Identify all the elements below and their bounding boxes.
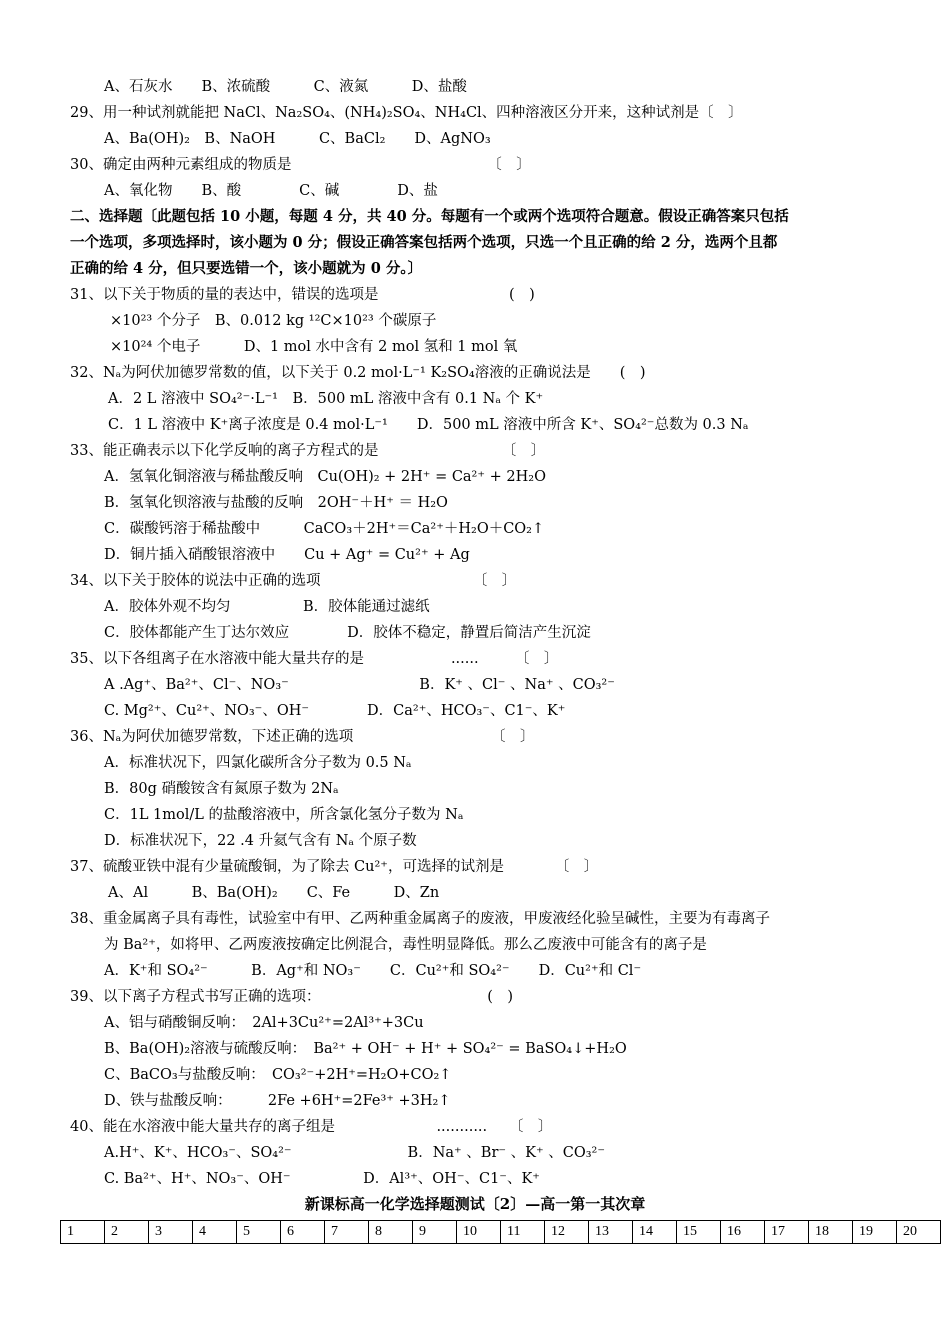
q30-stem: 30、确定由两种元素组成的物质是 〔 〕 (70, 157, 531, 173)
q38-stem-2: 为 Ba²⁺，如将甲、乙两废液按确定比例混合，毒性明显降低。那么乙废液中可能含有的离子是 (104, 937, 707, 953)
section2-instructions-3: 正确的给 4 分，但只要选错一个，该小题就为 0 分。〕 (70, 260, 423, 277)
q36-option-c: C．1L 1mol/L 的盐酸溶液中，所含氯化氢分子数为 Nₐ (104, 807, 464, 823)
answer-grid-row (61, 1221, 941, 1244)
q34-stem: 34、以下关于胶体的说法中正确的选项 〔 〕 (70, 573, 517, 589)
q31-options-cd: ×10²⁴ 个电子 D、1 mol 水中含有 2 mol 氢和 1 mol 氧 (110, 339, 518, 355)
answer-cell[interactable]: 8 (369, 1221, 413, 1244)
q32-options-ab: A．2 L 溶液中 SO₄²⁻·L⁻¹ B．500 mL 溶液中含有 0.1 Nₐ 个 K⁺ (108, 391, 544, 407)
q36-option-a: A．标准状况下，四氯化碳所含分子数为 0.5 Nₐ (104, 755, 412, 771)
section2-instructions-1: 二、选择题〔此题包括 10 小题，每题 4 分，共 40 分。每题有一个或两个选项符合题意。假设正确答案只包括 (70, 208, 789, 225)
q35-options-ab: A .Ag⁺、Ba²⁺、Cl⁻、NO₃⁻ B．K⁺ 、Cl⁻ 、Na⁺ 、CO₃²⁻ (104, 677, 615, 693)
q39-option-d: D、铁与盐酸反响： 2Fe +6H⁺=2Fe³⁺ +3H₂↑ (104, 1093, 451, 1109)
q35-stem: 35、以下各组离子在水溶液中能大量共存的是 ...... 〔 〕 (70, 651, 559, 667)
q38-options: A．K⁺和 SO₄²⁻ B．Ag⁺和 NO₃⁻ C．Cu²⁺和 SO₄²⁻ D．Cu²⁺和 Cl⁻ (104, 963, 642, 979)
answer-cell[interactable]: 2 (105, 1221, 149, 1244)
q36-option-d: D．标准状况下，22 .4 升氦气含有 Nₐ 个原子数 (104, 833, 417, 849)
q31-options-ab: ×10²³ 个分子 B、0.012 kg ¹²C×10²³ 个碳原子 (110, 313, 437, 329)
answer-cell[interactable]: 11 (501, 1221, 545, 1244)
q29-options: A、Ba(OH)₂ B、NaOH C、BaCl₂ D、AgNO₃ (104, 131, 491, 147)
q31-stem: 31、以下关于物质的量的表达中，错误的选项是 ( ) (70, 287, 535, 303)
q29-stem: 29、用一种试剂就能把 NaCl、Na₂SO₄、(NH₄)₂SO₄、NH₄Cl、四种溶液区分开来，这种试剂是〔 〕 (70, 105, 743, 121)
q38-stem-1: 38、重金属离子具有毒性，试验室中有甲、乙两种重金属离子的废液，甲废液经化验呈碱性，主要为有毒离子 (70, 911, 770, 927)
q35-options-cd: C. Mg²⁺、Cu²⁺、NO₃⁻、OH⁻ D．Ca²⁺、HCO₃⁻、C1⁻、K⁺ (104, 703, 566, 719)
test-title: 新课标高一化学选择题测试〔2〕—高一第一其次章 (304, 1195, 646, 1213)
answer-cell[interactable]: 13 (589, 1221, 633, 1244)
q36-stem: 36、Nₐ为阿伏加德罗常数，下述正确的选项 〔 〕 (70, 729, 535, 745)
q33-stem: 33、能正确表示以下化学反响的离子方程式的是 〔 〕 (70, 443, 546, 459)
answer-cell[interactable]: 7 (325, 1221, 369, 1244)
q39-option-c: C、BaCO₃与盐酸反响： CO₃²⁻+2H⁺=H₂O+CO₂↑ (104, 1067, 452, 1083)
q34-options-ab: A．胶体外观不均匀 B．胶体能通过滤纸 (104, 599, 430, 615)
answer-cell[interactable]: 4 (193, 1221, 237, 1244)
q34-options-cd: C．胶体都能产生丁达尔效应 D．胶体不稳定，静置后简洁产生沉淀 (104, 625, 591, 641)
answer-cell[interactable]: 14 (633, 1221, 677, 1244)
answer-cell[interactable]: 18 (809, 1221, 853, 1244)
answer-cell[interactable]: 6 (281, 1221, 325, 1244)
answer-cell[interactable]: 10 (457, 1221, 501, 1244)
q30-options: A、氧化物 B、酸 C、碱 D、盐 (104, 183, 438, 199)
q40-options-cd: C. Ba²⁺、H⁺、NO₃⁻、OH⁻ D．Al³⁺、OH⁻、C1⁻、K⁺ (104, 1171, 540, 1187)
q28-options: A、石灰水 B、浓硫酸 C、液氮 D、盐酸 (104, 79, 467, 95)
section2-instructions-2: 一个选项，多项选择时，该小题为 0 分；假设正确答案包括两个选项，只选一个且正确的给 2 分，选两个且都 (70, 234, 778, 251)
answer-cell[interactable]: 16 (721, 1221, 765, 1244)
q39-option-b: B、Ba(OH)₂溶液与硫酸反响： Ba²⁺ + OH⁻ + H⁺ + SO₄²⁻ = BaSO₄↓+H₂O (104, 1041, 627, 1057)
answer-grid (60, 1220, 941, 1244)
answer-cell[interactable]: 9 (413, 1221, 457, 1244)
q33-option-b: B．氢氧化钡溶液与盐酸的反响 2OH⁻＋H⁺ ＝ H₂O (104, 495, 448, 511)
answer-cell[interactable]: 1 (61, 1221, 105, 1244)
q32-stem: 32、Nₐ为阿伏加德罗常数的值，以下关于 0.2 mol·L⁻¹ K₂SO₄溶液的正确说法是 ( ) (70, 365, 646, 381)
answer-cell[interactable]: 17 (765, 1221, 809, 1244)
answer-cell[interactable]: 20 (897, 1221, 941, 1244)
answer-cell[interactable]: 19 (853, 1221, 897, 1244)
q40-stem: 40、能在水溶液中能大量共存的离子组是 ........... 〔 〕 (70, 1119, 553, 1135)
answer-cell[interactable]: 12 (545, 1221, 589, 1244)
q37-options: A、Al B、Ba(OH)₂ C、Fe D、Zn (108, 885, 440, 901)
q39-option-a: A、铝与硝酸铜反响： 2Al+3Cu²⁺=2Al³⁺+3Cu (104, 1015, 424, 1031)
answer-cell[interactable]: 3 (149, 1221, 193, 1244)
q39-stem: 39、以下离子方程式书写正确的选项： ( ) (70, 989, 514, 1005)
answer-cell[interactable]: 15 (677, 1221, 721, 1244)
q32-options-cd: C．1 L 溶液中 K⁺离子浓度是 0.4 mol·L⁻¹ D．500 mL 溶液中所含 K⁺、SO₄²⁻总数为 0.3 Nₐ (108, 417, 749, 433)
q33-option-d: D．铜片插入硝酸银溶液中 Cu + Ag⁺ = Cu²⁺ + Ag (104, 547, 470, 563)
answer-cell[interactable]: 5 (237, 1221, 281, 1244)
q37-stem: 37、硫酸亚铁中混有少量硫酸铜，为了除去 Cu²⁺，可选择的试剂是 〔 〕 (70, 859, 599, 875)
q36-option-b: B．80g 硝酸铵含有氮原子数为 2Nₐ (104, 781, 339, 797)
q40-options-ab: A.H⁺、K⁺、HCO₃⁻、SO₄²⁻ B．Na⁺ 、Br⁻ 、K⁺ 、CO₃²⁻ (104, 1145, 606, 1161)
q33-option-a: A．氢氧化铜溶液与稀盐酸反响 Cu(OH)₂ + 2H⁺ = Ca²⁺ + 2H₂O (104, 469, 546, 485)
q33-option-c: C．碳酸钙溶于稀盐酸中 CaCO₃＋2H⁺＝Ca²⁺＋H₂O＋CO₂↑ (104, 521, 545, 537)
